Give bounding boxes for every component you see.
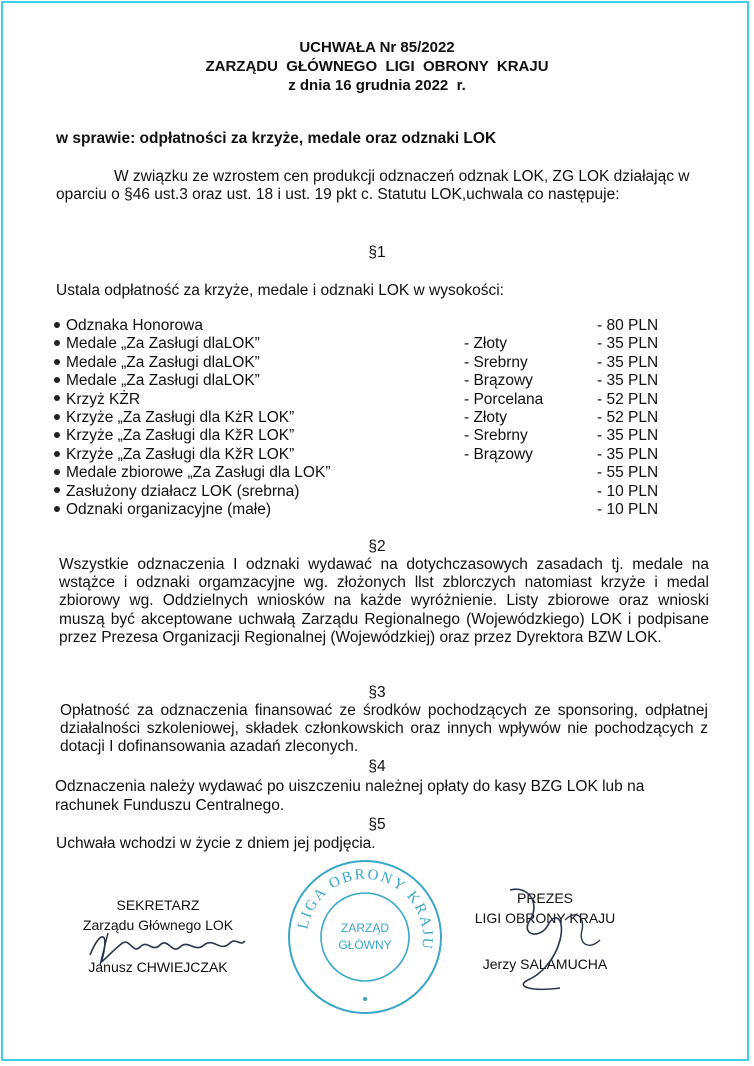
award-price: - 52 PLN	[597, 408, 659, 426]
award-row	[54, 483, 674, 501]
award-row	[54, 354, 674, 372]
award-name: Krzyż KŻR	[66, 390, 141, 408]
award-name: Odznaka Honorowa	[66, 317, 203, 334]
award-row	[54, 427, 674, 445]
award-row	[54, 409, 674, 427]
stamp-center-line1: ZARZĄD	[341, 921, 389, 935]
bullet-icon	[54, 506, 60, 512]
award-price: - 80 PLN	[597, 317, 659, 334]
award-variant: - Złoty	[464, 408, 508, 426]
award-name: Medale „Za Zasługi dlaLOK”	[66, 353, 260, 371]
award-variant: - Srebrny	[464, 353, 528, 371]
bullet-icon	[54, 469, 60, 475]
award-name: Medale zbiorowe „Za Zasługi dla LOK”	[66, 464, 331, 482]
intro-paragraph	[56, 168, 706, 204]
award-row	[54, 335, 674, 353]
award-variant: - Brązowy	[464, 372, 533, 390]
stamp-center-line2: GŁÓWNY	[338, 938, 392, 952]
secretary-org: Zarządu Głównego LOK	[82, 917, 234, 933]
section-4-text: Odznaczenia należy wydawać po uiszczeniu należnej opłaty do kasy BZG LOK lub na rachunek Funduszu Centralnego.	[55, 778, 645, 814]
award-variant: - Złoty	[464, 335, 508, 353]
award-row	[54, 317, 674, 335]
section-4-title: §4	[368, 758, 386, 775]
bullet-icon	[54, 487, 60, 493]
award-name: Medale „Za Zasługi dlaLOK”	[66, 372, 260, 390]
award-price: - 52 PLN	[597, 390, 659, 408]
award-row	[54, 501, 674, 519]
bullet-icon	[54, 432, 60, 438]
secretary-name: Janusz CHWIEJCZAK	[88, 959, 228, 975]
stamp-ring-text: LIGA OBRONY KRAJU	[295, 866, 436, 952]
award-variant: - Brązowy	[464, 445, 533, 463]
section-2-text: Wszystkie odznaczenia I odznaki wydawać na dotychczasowych zasadach tj. medale na wstążce i odznaki orgamzacyjne wg. złożonych llst zblorczych natomiast krzyże i medal zbiorowy wg. Oddzielnych wniosków na każde wyróżnienie. Listy zbiorowe oraz wnioski muszą być akceptowane uchwałą Zarządu Regionalnego (Wojewódzkiego) LOK i podpisane przez Prezesa Organizacji Regionalnej (Wojewódzkiej) oraz przez Dyrektora BZW LOK.	[59, 556, 709, 646]
award-name: Krzyże „Za Zasługi dla KžR LOK”	[66, 445, 295, 463]
bullet-icon	[54, 322, 60, 328]
section-2-title: §2	[368, 538, 386, 555]
president-org: LIGI OBRONY KRAJU	[474, 910, 616, 926]
award-variant: - Porcelana	[464, 390, 544, 408]
president-name: Jerzy SALAMUCHA	[482, 956, 608, 972]
section-1-title: §1	[368, 244, 386, 261]
award-variant: - Srebrny	[464, 427, 528, 445]
intro-text: W związku ze wzrostem cen produkcji odznaczeń odznak LOK, ZG LOK działając w oparciu o §46 ust.3 oraz ust. 18 i ust. 19 pkt c. Statutu LOK,uchwala co następuje:	[56, 168, 690, 203]
section-1-lead: Ustala odpłatność za krzyże, medale i odznaki LOK w wysokości:	[56, 282, 504, 299]
bullet-icon	[54, 395, 60, 401]
awards-list	[54, 317, 674, 519]
resolution-number: UCHWAŁA Nr 85/2022	[299, 39, 455, 56]
resolution-header	[0, 38, 754, 95]
award-price: - 35 PLN	[597, 445, 659, 463]
award-price: - 10 PLN	[597, 500, 659, 518]
subject-line: w sprawie: odpłatności za krzyże, medale oraz odznaki LOK	[56, 130, 497, 147]
award-price: - 35 PLN	[597, 353, 659, 371]
secretary-role: SEKRETARZ	[116, 897, 200, 913]
bullet-icon	[54, 359, 60, 365]
bullet-icon	[54, 377, 60, 383]
award-price: - 10 PLN	[597, 482, 659, 500]
award-name: Zasłużony działacz LOK (srebrna)	[66, 482, 300, 500]
award-row	[54, 391, 674, 409]
president-signature-scribble	[470, 880, 620, 1005]
section-5-title: §5	[368, 816, 386, 833]
bullet-icon	[54, 414, 60, 420]
award-name: Krzyże „Za Zasługi dla KżR LOK”	[66, 408, 295, 426]
bullet-icon	[54, 451, 60, 457]
section-3-title: §3	[368, 684, 386, 701]
resolution-date: z dnia 16 grudnia 2022 r.	[288, 77, 466, 94]
award-price: - 35 PLN	[597, 372, 659, 390]
secretary-signature-scribble	[80, 925, 250, 970]
award-price: - 35 PLN	[597, 335, 659, 353]
award-name: Odznaki organizacyjne (małe)	[66, 500, 272, 518]
issuing-body: ZARZĄDU GŁÓWNEGO LIGI OBRONY KRAJU	[205, 58, 549, 75]
award-row	[54, 372, 674, 390]
award-price: - 55 PLN	[597, 464, 659, 482]
president-role: PREZES	[516, 890, 573, 906]
award-name: Medale „Za Zasługi dlaLOK”	[66, 335, 260, 353]
organization-stamp	[286, 858, 444, 1016]
bullet-icon	[54, 340, 60, 346]
award-name: Krzyże „Za Zasługi dla KžR LOK”	[66, 427, 295, 445]
award-row	[54, 446, 674, 464]
award-row	[54, 464, 674, 482]
section-3-text: Opłatność za odznaczenia finansować ze środków pochodzących ze sponsoring, odpłatnej działalności szkoleniowej, składek członkowskich oraz innych wpływów nie pochodzących z dotacji I dofinansowania azadań zleconych.	[60, 702, 708, 756]
section-5-text: Uchwała wchodzi w życie z dniem jej podjęcia.	[56, 835, 376, 852]
award-price: - 35 PLN	[597, 427, 659, 445]
